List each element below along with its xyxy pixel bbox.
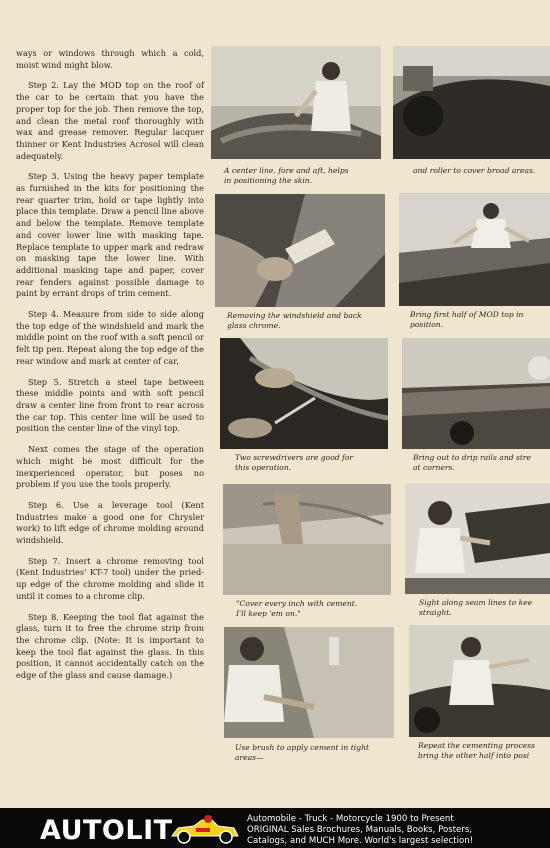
photo-screwdrivers (220, 338, 388, 449)
photo-repeat-cementing (409, 625, 550, 737)
article-paragraph: Step 7. Insert a chrome removing tool (Kent Industries' KT-7 tool) under the pried-up edge of the chrome molding and slide it until it comes to a chrome clip. (16, 555, 204, 601)
photo-brush-cement (224, 627, 394, 738)
photo-caption: Sight along seam lines to kee straight. (419, 598, 533, 617)
photo-caption: Bring first half of MOD top in position. (410, 310, 524, 329)
photo-center-line (211, 46, 381, 159)
photo-caption: Bring out to drip rails and stre at corners. (413, 453, 532, 472)
article-paragraph: Step 3. Using the heavy paper template as furnished in the kits for positioning the rear quarter trim, hold or tape lightly into place this template. Draw a pencil line above and below the template. Remove template and cover lower line with masking tape. Replace template to upper mark and redraw on masking tape the lower line. With additional masking tape and paper, cover rear fenders against possible damage to paint by errant drops of trim cement. (16, 171, 204, 299)
article-paragraph: Step 2. Lay the MOD top on the roof of the car to be certain that you have the proper top for the job. Then remove the top, and clean the metal roof thoroughly with wax and grease remover. Regular lacquer thinner or Kent Industries Acrosol will clean adequately. (16, 80, 204, 161)
article-text-column (16, 48, 204, 691)
photo-caption: A center line, fore and aft, helps in positioning the skin. (224, 166, 349, 185)
article-paragraph: Step 5. Stretch a steel tape between these middle points and with soft pencil draw a center line from front to rear across the car top. This center line will be used to position the center line of the vinyl top. (16, 376, 204, 434)
photo-caption: Removing the windshield and back glass chrome. (227, 311, 362, 330)
article-paragraph: ways or windows through which a cold, moist wind might blow. (16, 48, 204, 70)
photo-caption: and roller to cover broad areas. (413, 166, 536, 175)
photo-removing-chrome (215, 194, 385, 307)
photo-caption: Use brush to apply cement in tight areas— (235, 743, 370, 762)
autolit-banner[interactable] (0, 808, 550, 848)
photo-caption: "Cover every inch with cement. I'll keep 'em on." (236, 599, 358, 618)
photo-seam-lines (405, 483, 550, 594)
photo-drip-rails (402, 338, 550, 449)
race-car-icon (168, 814, 240, 844)
photo-cover-cement (223, 484, 391, 595)
photo-caption: Two screwdrivers are good for this operation. (235, 453, 354, 472)
banner-line-3: Catalogs, and MUCH More. World's largest selection! (247, 836, 474, 846)
article-paragraph: Step 6. Use a leverage tool (Kent Industries make a good one for Chrysler work) to lift edge of chrome molding around windshield. (16, 499, 204, 546)
photo-caption: Repeat the cementing process bring the other half into posi (418, 741, 535, 760)
photo-roller (393, 46, 550, 159)
article-paragraph: Step 8. Keeping the tool flat against the glass, turn it to free the chrome strip from the chrome clip. (Note: It is important to keep the tool flat against the glass. In this position, it cannot accidentally catch on the edge of the glass and cause damage.) (16, 611, 204, 681)
article-paragraph: Next comes the stage of the operation which might be most difficult for the inexperienced operator, but poses no problem if you use the tools properly. (16, 444, 204, 490)
article-paragraph: Step 4. Measure from side to side along the top edge of the windshield and mark the middle point on the roof with a soft pencil or felt tip pen. Repeat along the top edge of the rear window and mark at center of car. (16, 309, 204, 366)
autolit-logo: AUTOLIT (40, 815, 173, 846)
banner-line-1: Automobile - Truck - Motorcycle 1900 to Present (247, 814, 454, 824)
banner-line-2: ORIGINAL Sales Brochures, Manuals, Books, Posters, (247, 825, 473, 835)
photo-first-half-top (399, 193, 550, 306)
